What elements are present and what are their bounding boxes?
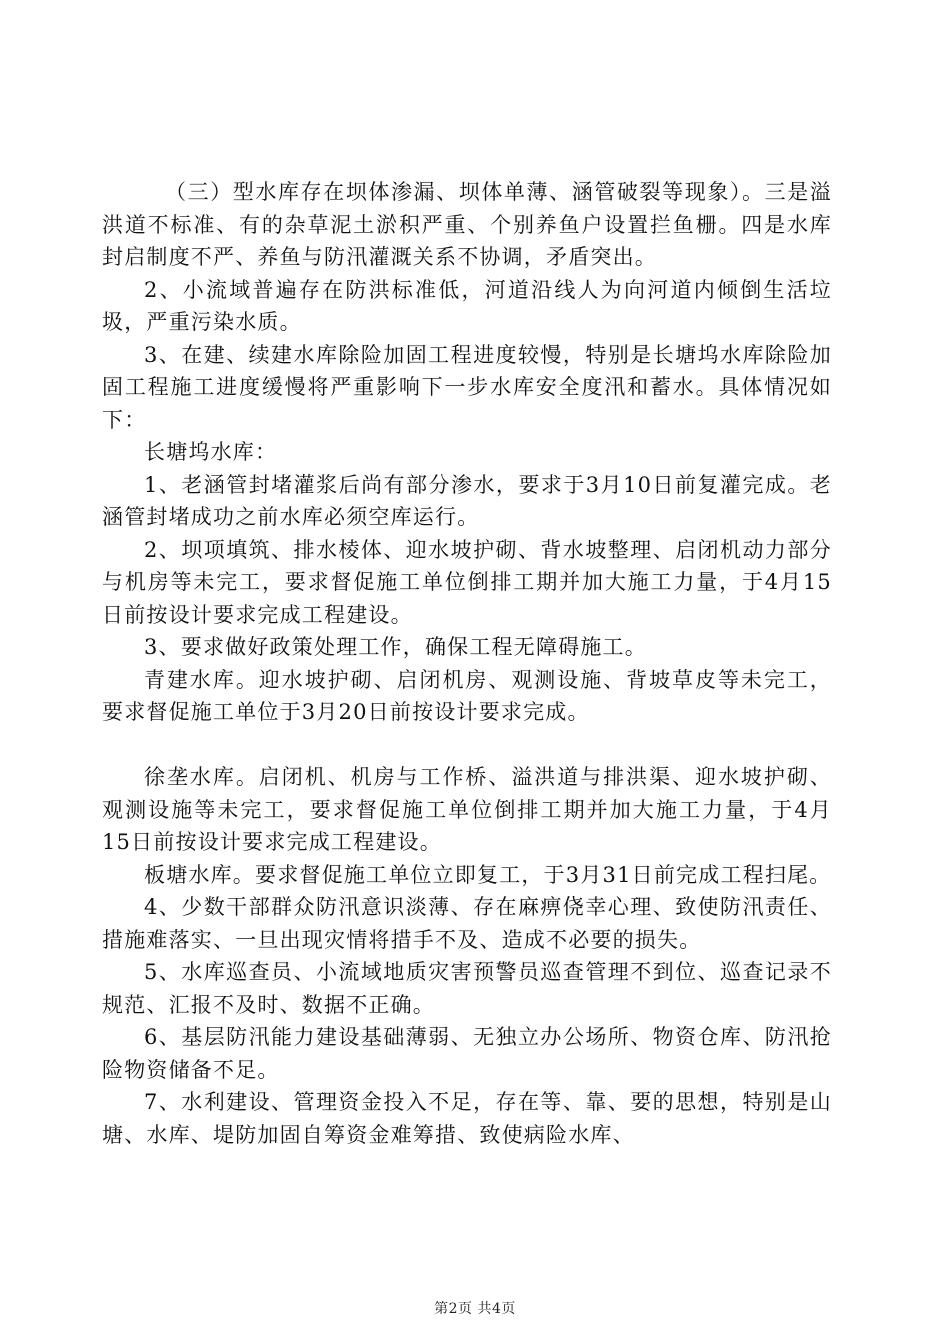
paragraph-bantang-reservoir: 板塘水库。要求督促施工单位立即复工，于3月31日前完成工程扫尾。 bbox=[144, 862, 832, 887]
paragraph-small-watershed: 2、小流域普遍存在防洪标准低，河道沿线人为向河道内倾倒生活垃圾，严重污染水质。 bbox=[102, 277, 832, 334]
document-body bbox=[102, 176, 832, 1151]
paragraph-policy-handling: 3、要求做好政策处理工作，确保工程无障碍施工。 bbox=[144, 635, 647, 659]
paragraph-qingjian-reservoir: 青建水库。迎水坡护砌、启闭机房、观测设施、背坡草皮等未完工，要求督促施工单位于3月20日前按设计要求完成。 bbox=[102, 667, 832, 724]
blank-line bbox=[102, 729, 832, 762]
paragraph-funding: 7、水利建设、管理资金投入不足，存在等、靠、要的思想，特别是山塘、水库、堤防加固自筹资金难筹措、致使病险水库、 bbox=[102, 1090, 832, 1147]
paragraph-flood-awareness: 4、少数干部群众防汛意识淡薄、存在麻痹侥幸心理、致使防汛责任、措施难落实、一旦出现灾情将措手不及、造成不必要的损失。 bbox=[102, 895, 832, 952]
paragraph-reservoir-issues: （三）型水库存在坝体渗漏、坝体单薄、涵管破裂等现象）。三是溢洪道不标准、有的杂草泥土淤积严重、个别养鱼户设置拦鱼栅。四是水库封启制度不严、养鱼与防汛灌溉关系不协调，矛盾突出。 bbox=[102, 180, 832, 269]
paragraph-changtangwu-heading: 长塘坞水库： bbox=[144, 440, 278, 464]
paragraph-reinforcement-progress: 3、在建、续建水库除险加固工程进度较慢，特别是长塘坞水库除险加固工程施工进度缓慢将严重影响下一步水库安全度汛和蓄水。具体情况如下： bbox=[102, 342, 832, 432]
paragraph-inspectors: 5、水库巡查员、小流域地质灾害预警员巡查管理不到位、巡查记录不规范、汇报不及时、数据不正确。 bbox=[102, 960, 832, 1017]
paragraph-grassroots-capacity: 6、基层防汛能力建设基础薄弱、无独立办公场所、物资仓库、防汛抢险物资储备不足。 bbox=[102, 1025, 832, 1082]
paragraph-dam-filling: 2、坝项填筑、排水棱体、迎水坡护砌、背水坡整理、启闭机动力部分与机房等未完工，要求督促施工单位倒排工期并加大施工力量，于4月15日前按设计要求完成工程建设。 bbox=[102, 537, 832, 627]
paragraph-old-culvert: 1、老涵管封堵灌浆后尚有部分渗水，要求于3月10日前复灌完成。老涵管封堵成功之前水库必须空库运行。 bbox=[102, 472, 832, 529]
paragraph-xulong-reservoir: 徐垄水库。启闭机、机房与工作桥、溢洪道与排洪渠、迎水坡护砌、观测设施等未完工，要求督促施工单位倒排工期并加大施工力量，于4月15日前按设计要求完成工程建设。 bbox=[102, 765, 832, 854]
page-footer: 第2页 共4页 bbox=[434, 1301, 516, 1317]
